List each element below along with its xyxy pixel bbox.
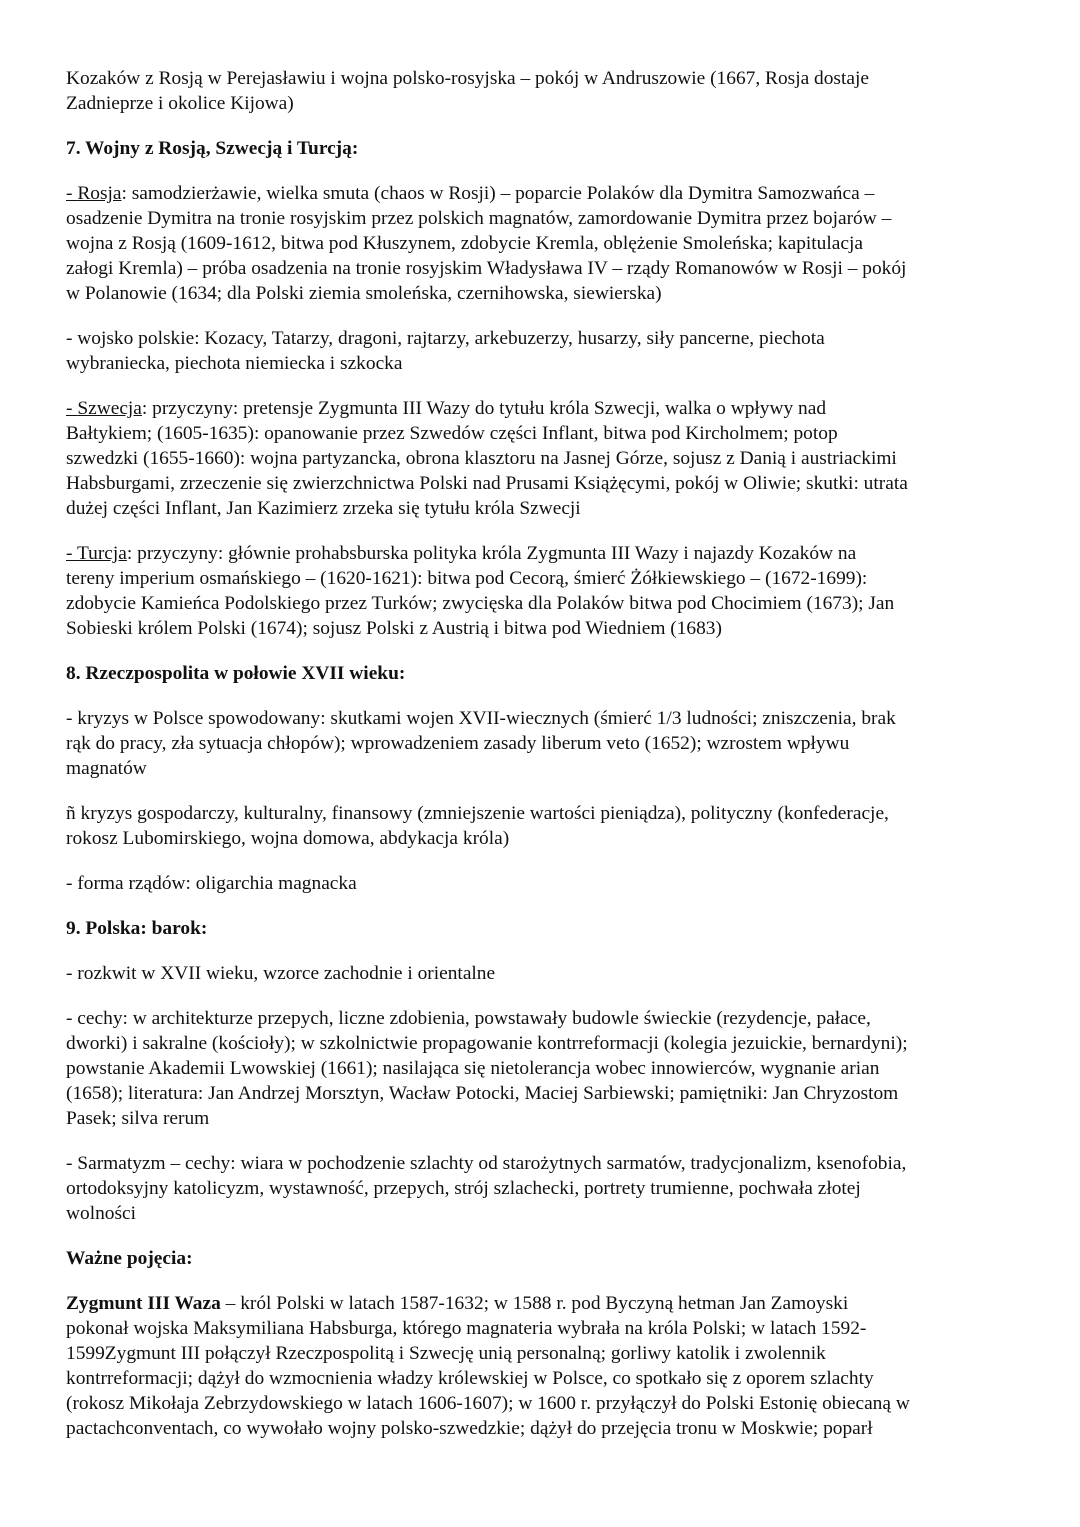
text-line: 1599Zygmunt III połączył Rzeczpospolitą i Szwecję unią personalną; gorliwy katolik i zwolennik <box>66 1343 826 1364</box>
text-line: ortodoksyjny katolicyzm, wystawność, przepych, strój szlachecki, portrety trumienne, pochwała złotej <box>66 1178 861 1199</box>
text-line: szwedzki (1655-1660): wojna partyzancka, obrona klasztoru na Jasnej Górze, sojusz z Danią i austriackimi <box>66 448 897 469</box>
text-line: Kozaków z Rosją w Perejasławiu i wojna polsko-rosyjska – pokój w Andruszowie (1667, Rosja dostaje <box>66 68 869 89</box>
text-line: (rokosz Mikołaja Zebrzydowskiego w latach 1606-1607); w 1600 r. przyłączył do Polski Estonię obiecaną w <box>66 1393 910 1414</box>
turcja-paragraph <box>66 541 1018 641</box>
text-line: - rozkwit w XVII wieku, wzorce zachodnie i orientalne <box>66 963 496 984</box>
text-line: Sobieski królem Polski (1674); sojusz Polski z Austrią i bitwa pod Wiedniem (1683) <box>66 618 722 639</box>
text-fragment: : przyczyny: głównie prohabsburska polityka króla Zygmunta III Wazy i najazdy Kozaków na <box>126 543 857 564</box>
text-line: pactachconventach, co wywołało wojny polsko-szwedzkie; dążył do przejęcia tronu w Moskwie; poparł <box>66 1418 873 1439</box>
text-line: tereny imperium osmańskiego – (1620-1621): bitwa pod Cecorą, śmierć Żółkiewskiego – (1672-1699): <box>66 568 868 589</box>
bullet-prefix: - <box>66 543 77 564</box>
kryzys-types-paragraph <box>66 801 1018 851</box>
text-line: Zadnieprze i okolice Kijowa) <box>66 93 294 114</box>
section-9-heading: 9. Polska: barok: <box>66 918 208 939</box>
text-fragment: : samodzierżawie, wielka smuta (chaos w Rosji) – poparcie Polaków dla Dymitra Samozwańca – <box>121 183 875 204</box>
text-line: powstanie Akademii Lwowskiej (1661); nasilająca się nietolerancja wobec innowierców, wygnanie arian <box>66 1058 880 1079</box>
text-line: - kryzys w Polsce spowodowany: skutkami wojen XVII-wiecznych (śmierć 1/3 ludności; zniszczenia, brak <box>66 708 896 729</box>
text-line: - Sarmatyzm – cechy: wiara w pochodzenie szlachty od starożytnych sarmatów, tradycjonalizm, ksenofobia, <box>66 1153 907 1174</box>
text-line <box>66 1291 1018 1316</box>
text-line: Habsburgami, zrzeczenie się zwierzchnictwa Polski nad Prusami Książęcymi, pokój w Oliwie; skutki: utrata <box>66 473 908 494</box>
text-line: dużej części Inflant, Jan Kazimierz zrzeka się tytułu króla Szwecji <box>66 498 581 519</box>
text-line: wybraniecka, piechota niemiecka i szkocka <box>66 353 403 374</box>
text-line: rąk do pracy, zła sytuacja chłopów); wprowadzeniem zasady liberum veto (1652); wzrostem wpływu <box>66 733 850 754</box>
text-fragment: – król Polski w latach 1587-1632; w 1588 r. pod Byczyną hetman Jan Zamoyski <box>220 1293 849 1314</box>
text-line: wolności <box>66 1203 137 1224</box>
forma-rzadow-paragraph <box>66 871 1018 896</box>
terms-heading: Ważne pojęcia: <box>66 1248 193 1269</box>
text-line: Pasek; silva rerum <box>66 1108 210 1129</box>
text-line <box>66 396 1018 421</box>
text-line: - wojsko polskie: Kozacy, Tatarzy, dragoni, rajtarzy, arkebuzerzy, husarzy, siły pancerne, piechota <box>66 328 825 349</box>
text-line: wojna z Rosją (1609-1612, bitwa pod Kłuszynem, zdobycie Kremla, oblężenie Smoleńska; kapitulacja <box>66 233 863 254</box>
text-line: w Polanowie (1634; dla Polski ziemia smoleńska, czernihowska, siewierska) <box>66 283 662 304</box>
topic-label-szwecja: Szwecja <box>77 398 142 419</box>
term-label: Zygmunt III Waza <box>66 1293 221 1314</box>
text-line: (1658); literatura: Jan Andrzej Morsztyn, Wacław Potocki, Maciej Sarbiewski; pamiętniki: Jan Chryzostom <box>66 1083 899 1104</box>
rozkwit-paragraph <box>66 961 1018 986</box>
text-line: - cechy: w architekturze przepych, liczne zdobienia, powstawały budowle świeckie (rezydencje, pałace, <box>66 1008 871 1029</box>
text-line: magnatów <box>66 758 147 779</box>
rosja-paragraph <box>66 181 1018 306</box>
section-7-heading: 7. Wojny z Rosją, Szwecją i Turcją: <box>66 138 359 159</box>
bullet-prefix: - <box>66 183 78 204</box>
text-line: kontrreformacji; dążył do wzmocnienia władzy królewskiej w Polsce, co spotkało się z oporem szlachty <box>66 1368 874 1389</box>
text-line: zdobycie Kamieńca Podolskiego przez Turków; zwycięska dla Polaków bitwa pod Chocimiem (1673); Jan <box>66 593 895 614</box>
text-line: pokonał wojska Maksymiliana Habsburga, którego magnateria wybrała na króla Polski; w latach 1592- <box>66 1318 867 1339</box>
text-line: ñ kryzys gospodarczy, kulturalny, finansowy (zmniejszenie wartości pieniądza), polityczny (konfederacje, <box>66 803 889 824</box>
section-8-heading: 8. Rzeczpospolita w połowie XVII wieku: <box>66 663 406 684</box>
text-line <box>66 181 1018 206</box>
text-line: - forma rządów: oligarchia magnacka <box>66 873 357 894</box>
szwecja-paragraph <box>66 396 1018 521</box>
text-line: osadzenie Dymitra na tronie rosyjskim przez polskich magnatów, zamordowanie Dymitra przez bojarów – <box>66 208 892 229</box>
intro-paragraph <box>66 66 1018 116</box>
topic-label-rosja: Rosja <box>77 183 122 204</box>
text-line: Bałtykiem; (1605-1635): opanowanie przez Szwedów części Inflant, bitwa pod Kircholmem; potop <box>66 423 838 444</box>
topic-label-turcja: Turcja <box>76 543 127 564</box>
wojsko-paragraph <box>66 326 1018 376</box>
sarmatyzm-paragraph <box>66 1151 1018 1226</box>
zygmunt-paragraph <box>66 1291 1018 1441</box>
text-line <box>66 541 1018 566</box>
text-fragment: : przyczyny: pretensje Zygmunta III Wazy do tytułu króla Szwecji, walka o wpływy nad <box>141 398 827 419</box>
text-line: załogi Kremla) – próba osadzenia na tronie rosyjskim Władysława IV – rządy Romanowów w Rosji – pokój <box>66 258 907 279</box>
bullet-prefix: - <box>66 398 78 419</box>
text-line: dworki) i sakralne (kościoły); w szkolnictwie propagowanie kontrreformacji (kolegia jezuickie, bernardyni); <box>66 1033 908 1054</box>
cechy-paragraph <box>66 1006 1018 1131</box>
kryzys-paragraph <box>66 706 1018 781</box>
text-line: rokosz Lubomirskiego, wojna domowa, abdykacja króla) <box>66 828 510 849</box>
